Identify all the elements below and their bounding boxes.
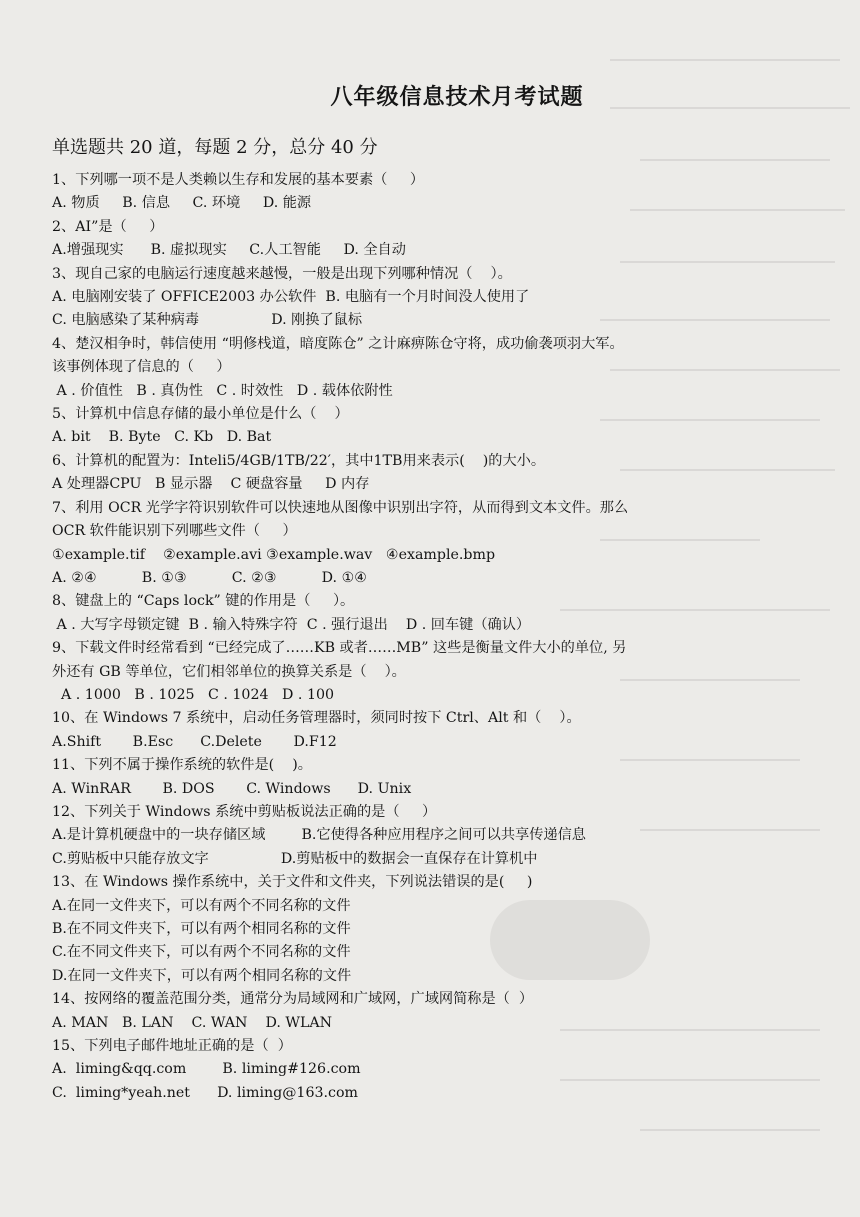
- answer-options: A. MAN B. LAN C. WAN D. WLAN: [52, 1014, 333, 1031]
- question-text: 2、AI”是（ ）: [52, 218, 164, 235]
- question-text: 6、计算机的配置为：Inteli5/4GB/1TB/22′，其中1TB用来表示( )的大小。: [52, 452, 546, 469]
- answer-options: A.Shift B.Esc C.Delete D.F12: [52, 733, 337, 750]
- answer-options: C. 电脑感染了某种病毒 D. 刚换了鼠标: [52, 312, 363, 329]
- answer-options: A 处理器CPU B 显示器 C 硬盘容量 D 内存: [52, 476, 370, 493]
- answer-options: A . 大写字母锁定键 B . 输入特殊字符 C . 强行退出 D . 回车键（确认）: [52, 616, 531, 633]
- answer-options: C. liming*yeah.net D. liming@163.com: [52, 1084, 358, 1101]
- answer-options: A. bit B. Byte C. Kb D. Bat: [52, 429, 272, 446]
- question-text: OCR 软件能识别下列哪些文件（ ）: [52, 523, 297, 540]
- question-text: 外还有 GB 等单位，它们相邻单位的换算关系是（ ）。: [52, 663, 406, 680]
- answer-options: A. liming&qq.com B. liming#126.com: [52, 1061, 361, 1078]
- answer-options: A. 物质 B. 信息 C. 环境 D. 能源: [52, 195, 312, 212]
- answer-options: C.在不同文件夹下，可以有两个不同名称的文件: [52, 944, 351, 961]
- question-text: 4、楚汉相争时，韩信使用 “明修栈道，暗度陈仓” 之计麻痹陈仓守将，成功偷袭项羽大军。: [52, 335, 624, 352]
- answer-options: C.剪贴板中只能存放文字 D.剪贴板中的数据会一直保存在计算机中: [52, 850, 538, 867]
- answer-options: D.在同一文件夹下，可以有两个相同名称的文件: [52, 967, 352, 984]
- question-text: 14、按网络的覆盖范围分类，通常分为局域网和广域网，广域网简称是（ ）: [52, 991, 534, 1008]
- question-text: 8、键盘上的 “Caps lock” 键的作用是（ ）。: [52, 593, 355, 610]
- answer-options: A . 价值性 B . 真伪性 C . 时效性 D . 载体依附性: [52, 382, 393, 399]
- answer-options: A.是计算机硬盘中的一块存储区域 B.它使得各种应用程序之间可以共享传递信息: [52, 827, 586, 844]
- question-text: 7、利用 OCR 光学字符识别软件可以快速地从图像中识别出字符，从而得到文本文件。那么: [52, 499, 629, 516]
- question-text: 5、计算机中信息存储的最小单位是什么（ ）: [52, 406, 349, 423]
- answer-options: A.在同一文件夹下，可以有两个不同名称的文件: [52, 897, 351, 914]
- question-text: 11、下列不属于操作系统的软件是( )。: [52, 757, 312, 774]
- question-text: 3、现自己家的电脑运行速度越来越慢，一般是出现下列哪种情况（ ）。: [52, 265, 512, 282]
- question-text: 13、在 Windows 操作系统中，关于文件和文件夹，下列说法错误的是( ): [52, 874, 533, 891]
- question-text: 该事例体现了信息的（ ）: [52, 359, 231, 376]
- section-header: 单选题共 20 道，每题 2 分，总分 40 分: [52, 137, 378, 158]
- question-text: 15、下列电子邮件地址正确的是（ ）: [52, 1038, 292, 1055]
- question-list: [52, 169, 792, 1105]
- answer-options: A. ②④ B. ①③ C. ②③ D. ①④: [52, 569, 368, 586]
- question-text: 10、在 Windows 7 系统中，启动任务管理器时，须同时按下 Ctrl、Alt 和（ ）。: [52, 710, 581, 727]
- exam-content: [52, 80, 792, 1105]
- exam-title: 八年级信息技术月考试题: [330, 84, 584, 110]
- answer-options: ①example.tif ②example.avi ③example.wav ④example.bmp: [52, 546, 496, 563]
- answer-options: A. 电脑刚安装了 OFFICE2003 办公软件 B. 电脑有一个月时间没人使用了: [52, 289, 530, 306]
- answer-options: A.增强现实 B. 虚拟现实 C.人工智能 D. 全自动: [52, 242, 406, 259]
- answer-options: A . 1000 B . 1025 C . 1024 D . 100: [52, 686, 335, 703]
- question-text: 12、下列关于 Windows 系统中剪贴板说法正确的是（ ）: [52, 803, 437, 820]
- question-text: 9、下载文件时经常看到 “已经完成了……KB 或者……MB” 这些是衡量文件大小的单位, 另: [52, 640, 627, 657]
- question-text: 1、下列哪一项不是人类赖以生存和发展的基本要素（ ）: [52, 172, 425, 188]
- answer-options: B.在不同文件夹下，可以有两个相同名称的文件: [52, 921, 351, 937]
- answer-options: A. WinRAR B. DOS C. Windows D. Unix: [52, 780, 412, 797]
